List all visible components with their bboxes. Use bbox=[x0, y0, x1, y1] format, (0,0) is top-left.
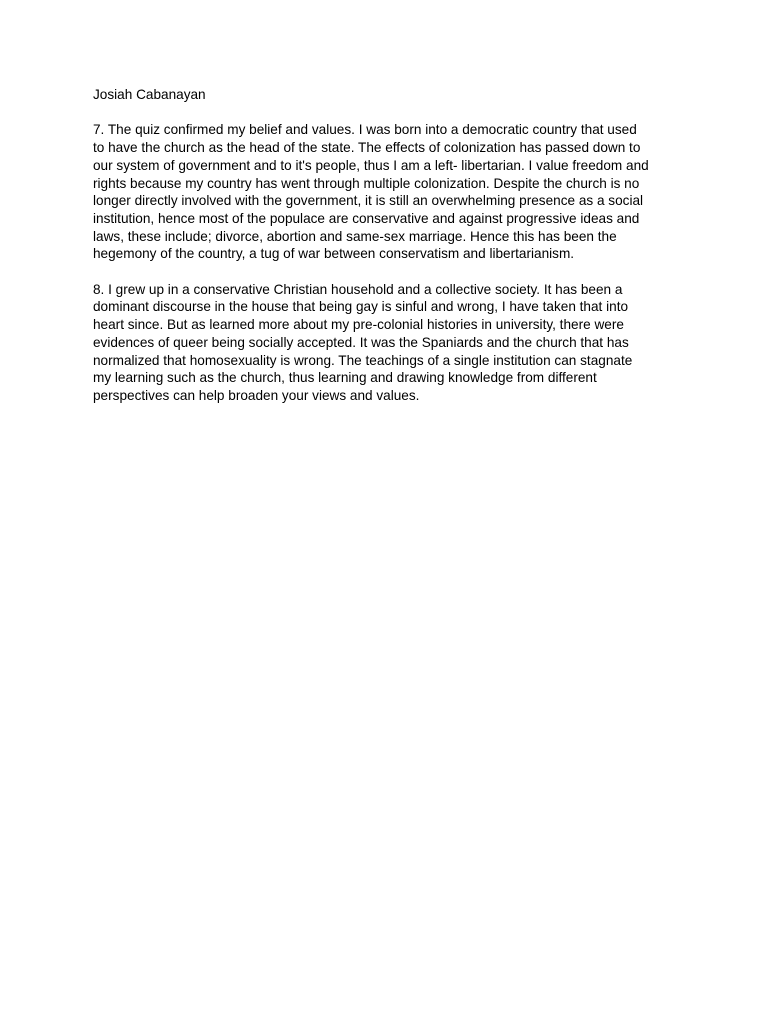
author-name: Josiah Cabanayan bbox=[93, 87, 206, 102]
paragraph-line: to have the church as the head of the state. The effects of colonization has passed down to bbox=[93, 140, 641, 156]
paragraph-7 bbox=[93, 121, 683, 263]
paragraph-line: heart since. But as learned more about my pre-colonial histories in university, there were bbox=[93, 317, 624, 333]
paragraph-line: 7. The quiz confirmed my belief and values. I was born into a democratic country that used bbox=[93, 122, 637, 138]
paragraph-line: hegemony of the country, a tug of war between conservatism and libertarianism. bbox=[93, 246, 575, 262]
paragraph-line: our system of government and to it's people, thus I am a left- libertarian. I value freedom and bbox=[93, 157, 649, 173]
paragraph-line: normalized that homosexuality is wrong. The teachings of a single institution can stagnate bbox=[93, 352, 633, 368]
paragraph-line: 8. I grew up in a conservative Christian household and a collective society. It has been a bbox=[93, 281, 623, 297]
paragraph-line: evidences of queer being socially accepted. It was the Spaniards and the church that has bbox=[93, 334, 629, 350]
paragraph-line: perspectives can help broaden your views and values. bbox=[93, 387, 420, 403]
paragraph-line: longer directly involved with the government, it is still an overwhelming presence as a social bbox=[93, 193, 644, 209]
paragraph-line: rights because my country has went through multiple colonization. Despite the church is no bbox=[93, 175, 640, 191]
paragraph-line: dominant discourse in the house that being gay is sinful and wrong, I have taken that into bbox=[93, 299, 629, 315]
document-body bbox=[93, 86, 683, 422]
paragraph-8 bbox=[93, 281, 683, 405]
paragraph-line: institution, hence most of the populace are conservative and against progressive ideas and bbox=[93, 210, 640, 226]
paragraph-line: laws, these include; divorce, abortion and same-sex marriage. Hence this has been the bbox=[93, 228, 617, 244]
paragraph-line: my learning such as the church, thus learning and drawing knowledge from different bbox=[93, 370, 597, 386]
